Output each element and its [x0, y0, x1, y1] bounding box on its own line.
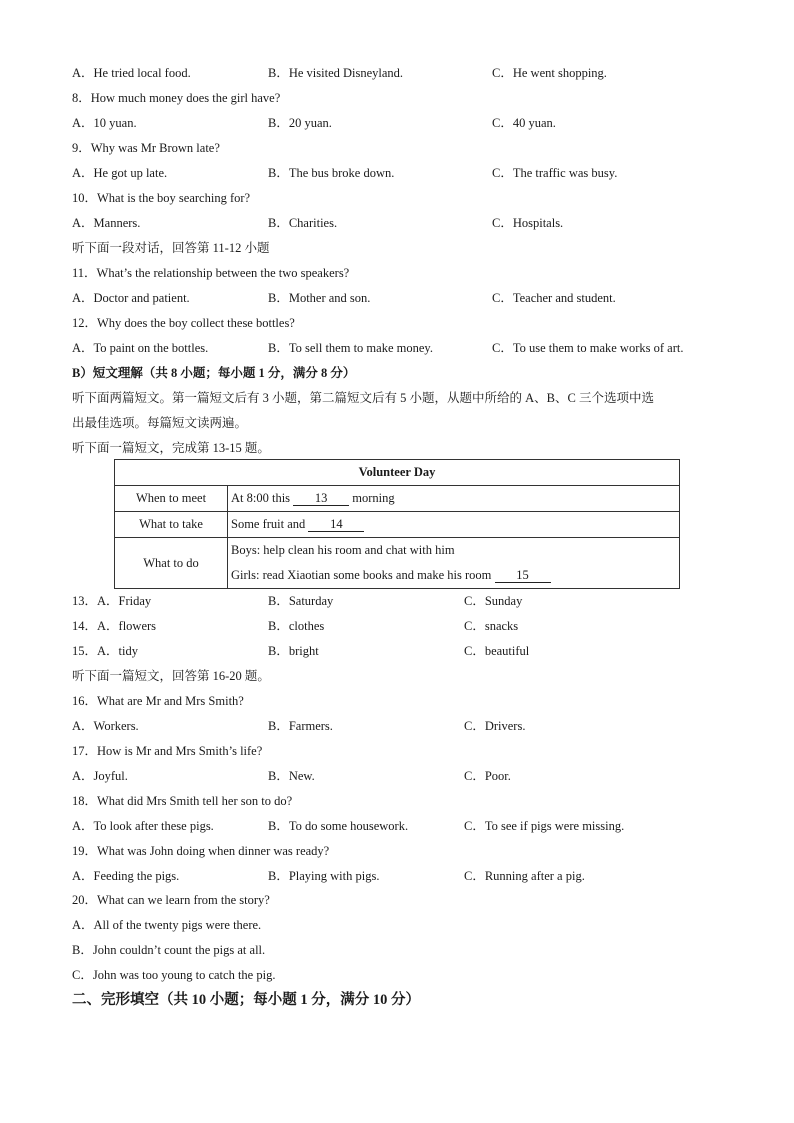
row3-line-1: Boys: help clean his room and chat with him [231, 543, 455, 557]
q16-option-b: B．Farmers. [268, 719, 333, 733]
q17-stem: 17．How is Mr and Mrs Smith’s life? [72, 744, 263, 758]
q11-option-a: A．Doctor and patient. [72, 291, 190, 305]
q8-option-a: A．10 yuan. [72, 116, 137, 130]
q16-stem: 16．What are Mr and Mrs Smith? [72, 694, 244, 708]
q17-option-a: A．Joyful. [72, 769, 128, 783]
q19-option-a: A．Feeding the pigs. [72, 869, 180, 883]
what-to-do-label: What to do [115, 538, 228, 589]
q10-option-c: C．Hospitals. [492, 216, 564, 230]
q15-option-c: C．beautiful [464, 644, 530, 658]
blank-14: 14 [308, 517, 364, 532]
q14-option-a: 14．A．flowers [72, 619, 157, 633]
table-row [115, 538, 680, 589]
table-row [115, 486, 680, 512]
q8-stem: 8．How much money does the girl have? [72, 91, 281, 105]
q14-option-c: C．snacks [464, 619, 519, 633]
table-title: Volunteer Day [115, 460, 680, 486]
q9-stem: 9．Why was Mr Brown late? [72, 141, 220, 155]
q18-option-a: A．To look after these pigs. [72, 819, 214, 833]
q11-option-c: C．Teacher and student. [492, 291, 616, 305]
q17-option-c: C．Poor. [464, 769, 511, 783]
q19-option-b: B．Playing with pigs. [268, 869, 380, 883]
row1-text-pre: At 8:00 this [231, 491, 291, 505]
row3-line-2 [231, 563, 676, 588]
what-to-take-value [228, 512, 680, 538]
table-row [115, 512, 680, 538]
q20-option-a: A．All of the twenty pigs were there. [72, 918, 262, 932]
q20-option-b: B．John couldn’t count the pigs at all. [72, 943, 266, 957]
blank-15: 15 [495, 568, 551, 583]
what-to-take-label: What to take [115, 512, 228, 538]
q17-option-b: B．New. [268, 769, 315, 783]
section-b-description-2: 出最佳选项。每篇短文读两遍。 [72, 416, 248, 430]
q9-option-a: A．He got up late. [72, 166, 168, 180]
q13-option-c: C．Sunday [464, 594, 523, 608]
q15-option-a: 15．A．tidy [72, 644, 138, 658]
q12-option-c: C．To use them to make works of art. [492, 341, 684, 355]
q7-option-a: A．He tried local food. [72, 66, 191, 80]
q11-option-b: B．Mother and son. [268, 291, 371, 305]
q14-option-b: B．clothes [268, 619, 325, 633]
q13-option-a: 13．A．Friday [72, 594, 152, 608]
q8-option-c: C．40 yuan. [492, 116, 556, 130]
q12-option-b: B．To sell them to make money. [268, 341, 433, 355]
q10-option-a: A．Manners. [72, 216, 141, 230]
q16-option-a: A．Workers. [72, 719, 139, 733]
q16-option-c: C．Drivers. [464, 719, 526, 733]
row3-text-pre: Girls: read Xiaotian some books and make his room [231, 568, 492, 582]
q12-option-a: A．To paint on the bottles. [72, 341, 209, 355]
q19-option-c: C．Running after a pig. [464, 869, 585, 883]
q9-option-c: C．The traffic was busy. [492, 166, 618, 180]
q11-stem: 11．What’s the relationship between the two speakers? [72, 266, 350, 280]
q7-option-c: C．He went shopping. [492, 66, 607, 80]
what-to-do-value [228, 538, 680, 589]
instruction-11-12: 听下面一段对话，回答第 11-12 小题 [72, 241, 270, 255]
row1-text-post: morning [352, 491, 395, 505]
q10-stem: 10．What is the boy searching for? [72, 191, 251, 205]
q15-option-b: B．bright [268, 644, 319, 658]
row2-text-pre: Some fruit and [231, 517, 306, 531]
q10-option-b: B．Charities. [268, 216, 338, 230]
q18-option-b: B．To do some housework. [268, 819, 409, 833]
instruction-13-15: 听下面一篇短文，完成第 13-15 题。 [72, 441, 270, 455]
q18-stem: 18．What did Mrs Smith tell her son to do? [72, 794, 293, 808]
q20-stem: 20．What can we learn from the story? [72, 893, 270, 907]
blank-13: 13 [293, 491, 349, 506]
q7-option-b: B．He visited Disneyland. [268, 66, 404, 80]
q12-stem: 12．Why does the boy collect these bottles? [72, 316, 295, 330]
q18-option-c: C．To see if pigs were missing. [464, 819, 625, 833]
section-b-heading: B）短文理解（共 8 小题；每小题 1 分，满分 8 分） [72, 366, 356, 380]
instruction-16-20: 听下面一篇短文，回答第 16-20 题。 [72, 669, 270, 683]
volunteer-day-table [114, 459, 680, 589]
q20-option-c: C．John was too young to catch the pig. [72, 968, 276, 982]
q9-option-b: B．The bus broke down. [268, 166, 395, 180]
when-to-meet-label: When to meet [115, 486, 228, 512]
when-to-meet-value [228, 486, 680, 512]
q19-stem: 19．What was John doing when dinner was ready? [72, 844, 330, 858]
q13-option-b: B．Saturday [268, 594, 334, 608]
q8-option-b: B．20 yuan. [268, 116, 332, 130]
section-2-heading: 二、完形填空（共 10 小题；每小题 1 分，满分 10 分） [72, 992, 420, 1008]
section-b-description-1: 听下面两篇短文。第一篇短文后有 3 小题，第二篇短文后有 5 小题，从题中所给的 A、B、C 三个选项中选 [72, 391, 654, 405]
